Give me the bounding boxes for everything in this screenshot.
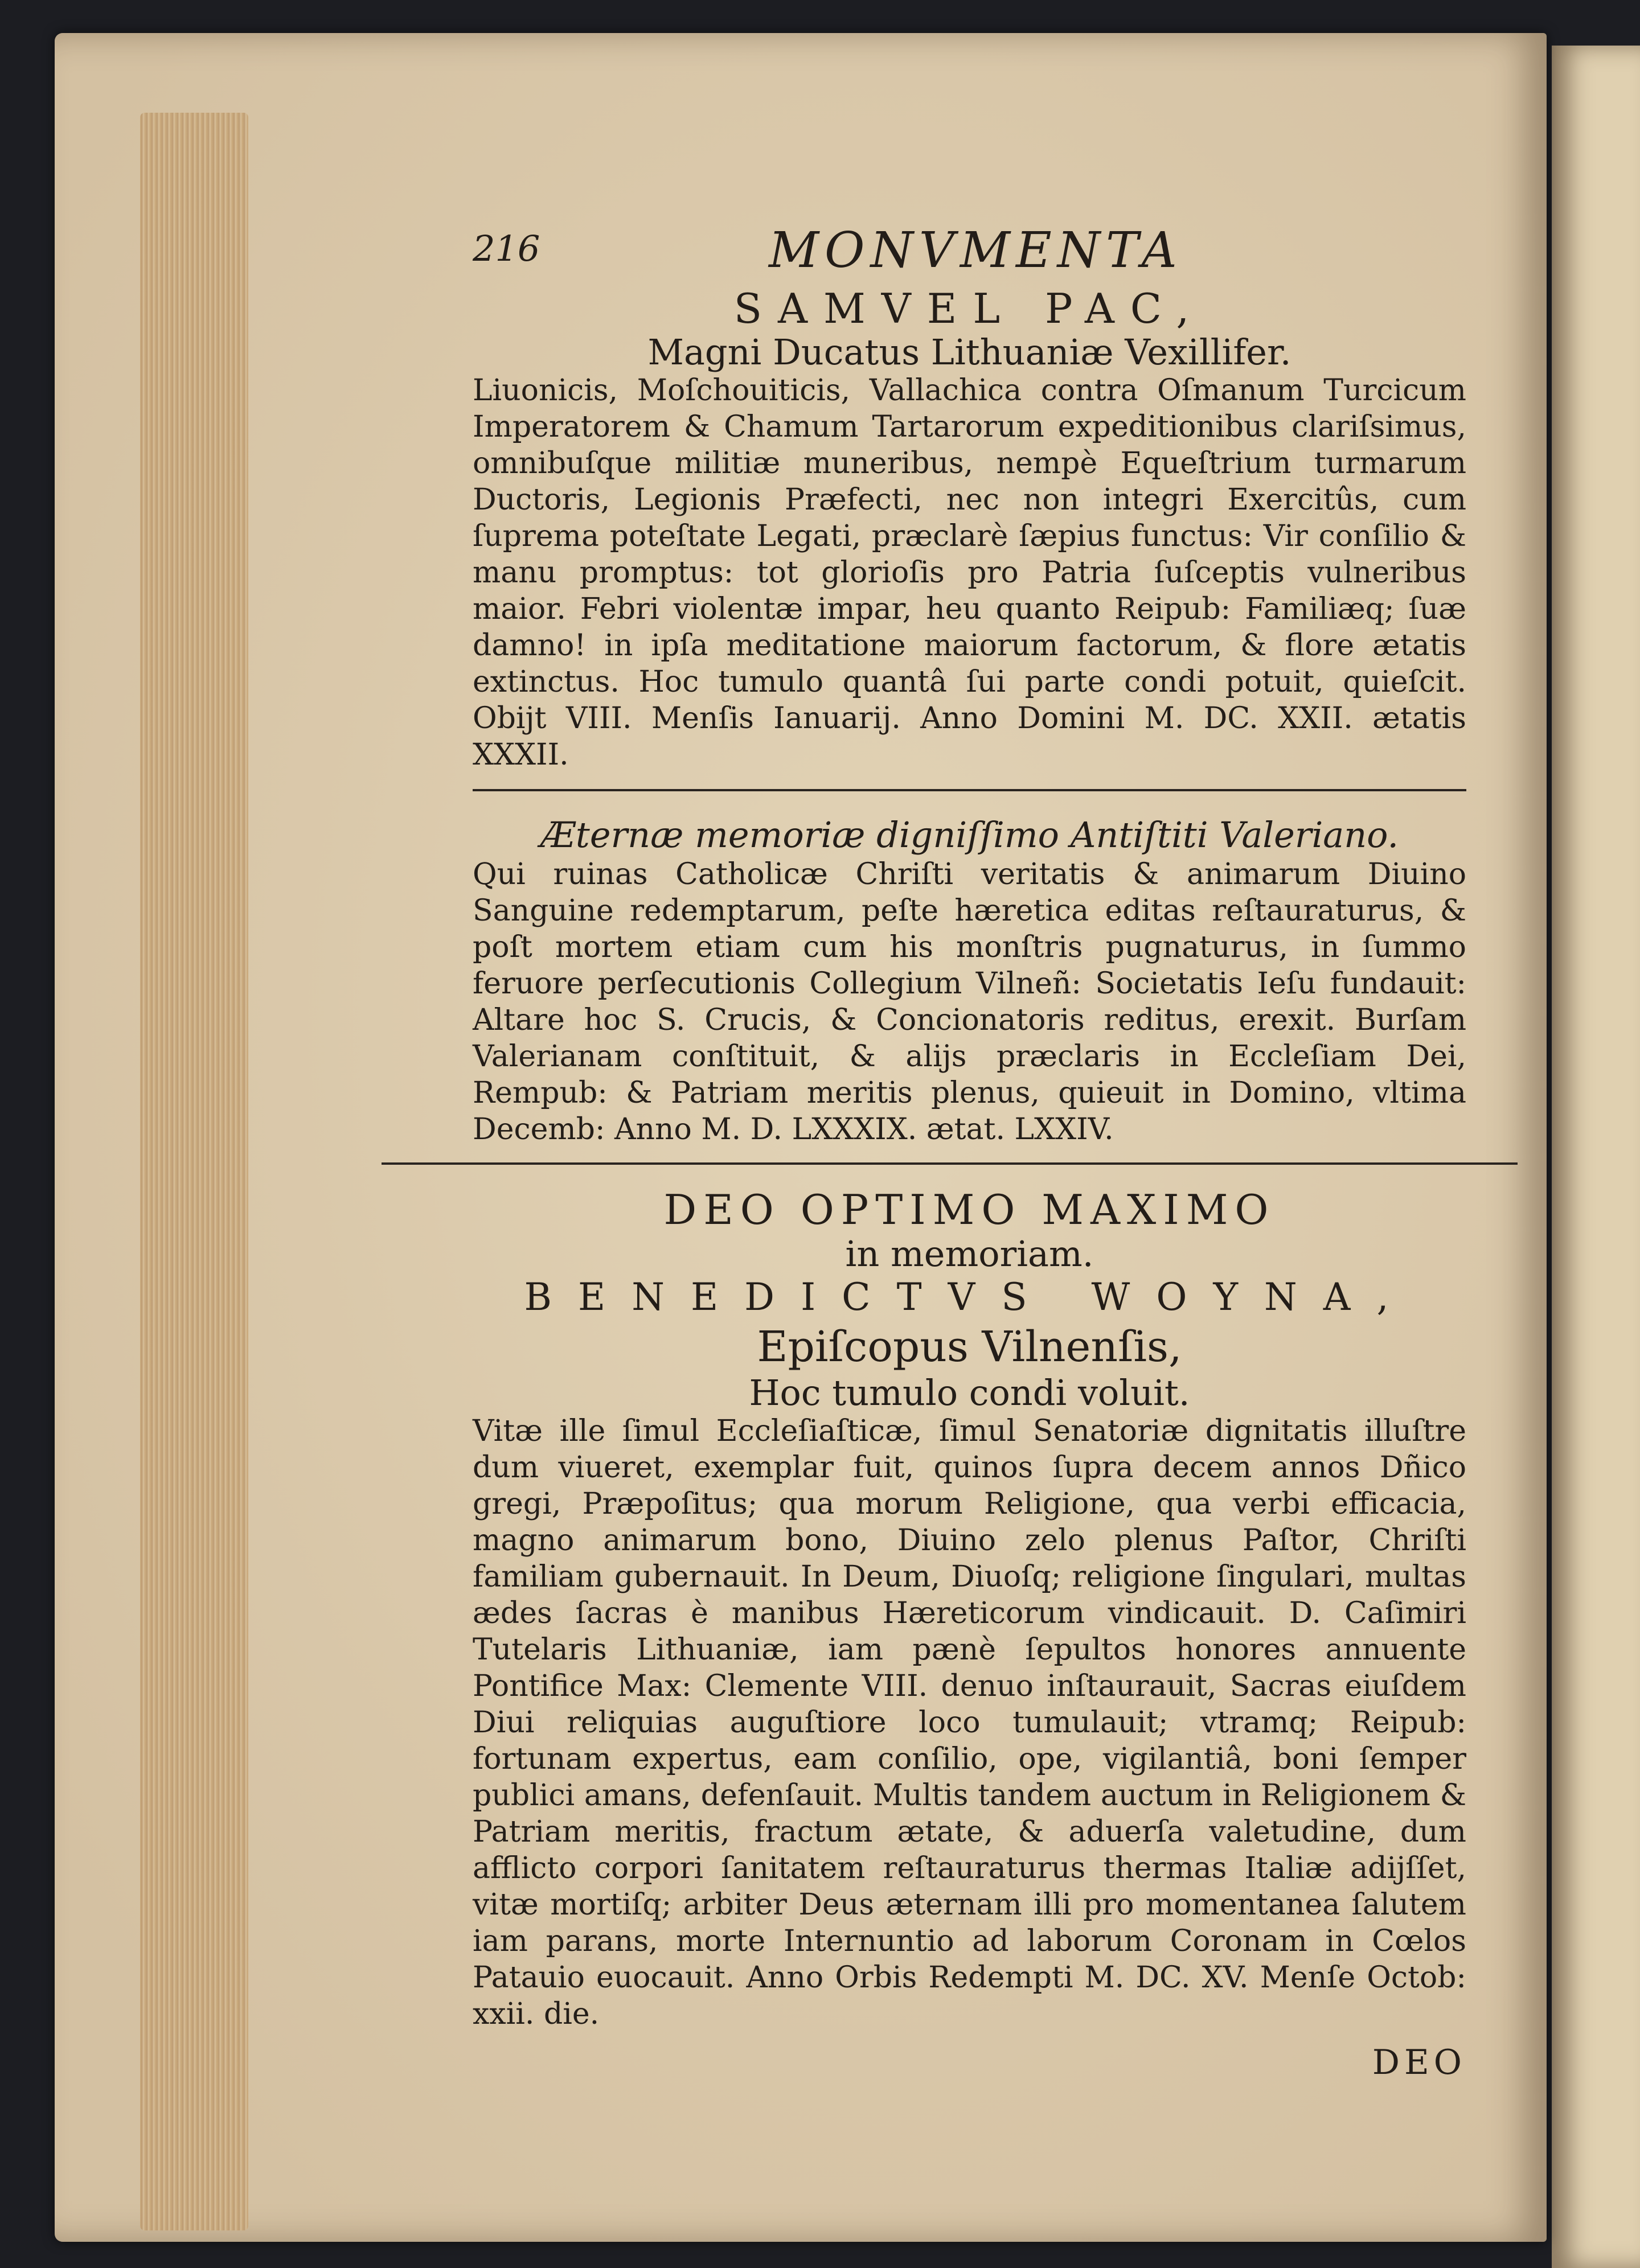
page-edges (140, 113, 248, 2230)
epitaph-title: Epiſcopus Vilnenſis, (757, 1322, 1182, 1371)
section-divider (382, 1162, 1518, 1165)
epitaph-title: Magni Ducatus Lithuaniæ Vexillifer. (647, 331, 1292, 373)
epitaph-benedictus-woyna (473, 1185, 1466, 2032)
section-divider (473, 789, 1466, 791)
running-head (473, 222, 1466, 285)
running-title: MONVMENTA (769, 222, 1183, 279)
epitaph-body: Liuonicis, Moſchouiticis, Vallachica contra Oſmanum Turcicum Imperatorem & Chamum Tartarorum expeditionibus clariſsimus, omnibuſque militiæ muneribus, nempè Equeſtrium turmarum Ductoris, Legionis Præfecti, nec non integri Exercitûs, cum ſuprema poteſtate Legati, præclarè ſæpius functus: Vir conſilio & manu promptus: tot glorioſis pro Patria ſuſceptis vulneribus maior. Febri violentæ impar, heu quanto Reipub: Familiæq; ſuæ damno! in ipſa meditatione maiorum factorum, & flore ætatis extinctus. Hoc tumulo quantâ ſui parte condi potuit, quieſcit. Obijt VIII. Menſis Ianuarij. Anno Domini M. DC. XXII. ætatis XXXII. (473, 373, 1466, 772)
page-number: 216 (473, 228, 540, 269)
facing-page (1552, 46, 1640, 2268)
epitaph-dedication: Æternæ memoriæ digniſſimo Antiſtiti Valeriano. (540, 814, 1399, 856)
epitaph-heading: DEO OPTIMO MAXIMO (663, 1186, 1276, 1234)
epitaph-body: Qui ruinas Catholicæ Chriſti veritatis & animarum Diuino Sanguine redemptarum, peſte hæretica editas reſtauraturus, & poſt mortem etiam cum his monſtris pugnaturus, in ſummo feruore perſecutionis Collegium Vilneñ: Societatis Ieſu fundauit: Altare hoc S. Crucis, & Concionatoris reditus, erexit. Burſam Valerianam conſtituit, & alijs præclaris in Eccleſiam Dei, Rempub: & Patriam meritis plenus, quieuit in Domino, vltima Decemb: Anno M. D. LXXXIX. ætat. LXXIV. (473, 857, 1466, 1147)
epitaph-name: BENEDICTVS WOYNA, (524, 1275, 1415, 1319)
epitaph-samuel-pac (473, 285, 1466, 773)
epitaph-valerian (473, 814, 1466, 1148)
epitaph-subtitle: Hoc tumulo condi voluit. (749, 1372, 1190, 1414)
catchword: DEO (1372, 2043, 1466, 2082)
epitaph-body: Vitæ ille ſimul Eccleſiaſticæ, ſimul Senatoriæ dignitatis illuſtre dum viueret, exemplar fuit, quinos ſupra decem annos Dñico gregi, Præpoſitus; qua morum Religione, qua verbi efficacia, magno animarum bono, Diuino zelo plenus Paſtor, Chriſti familiam gubernauit. In Deum, Diuoſq; religione ſingulari, multas ædes ſacras è manibus Hæreticorum vindicauit. D. Caſimiri Tutelaris Lithuaniæ, iam pænè ſepultos honores annuente Pontifice Max: Clemente VIII. denuo inſtaurauit, Sacras eiuſdem Diui reliquias auguſtiore loco tumulauit; vtramq; Reipub: fortunam expertus, eam conſilio, ope, vigilantiâ, boni ſemper publici amans, defenſauit. Multis tandem auctum in Religionem & Patriam meritis, fractum ætate, & aduerſa valetudine, dum afflicto corpori ſanitatem reſtauraturus thermas Italiæ adijſſet, vitæ mortiſq; arbiter Deus æternam illi pro momentanea ſalutem iam parans, morte Internuntio ad laborum Coronam in Cœlos Patauio euocauit. Anno Orbis Redempti M. DC. XV. Menſe Octob: xxii. die. (473, 1414, 1466, 2031)
epitaph-subheading: in memoriam. (845, 1233, 1094, 1275)
page-text (473, 222, 1466, 2082)
epitaph-name: SAMVEL PAC, (733, 285, 1206, 332)
